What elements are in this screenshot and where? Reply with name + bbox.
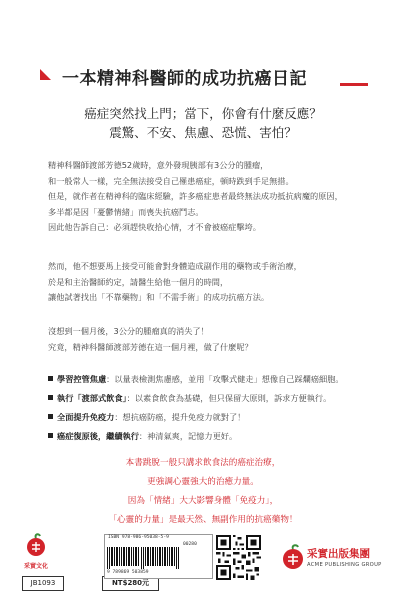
bullet-square-icon — [48, 433, 53, 438]
paragraph-line: 精神科醫師渡部芳德52歲時，意外發現胰部有3公分的腫瘤， — [48, 160, 269, 170]
red-note-line: 「心靈的力量」是最天然、無副作用的抗癌藥物！ — [108, 515, 298, 525]
bullet-text: ：神清氣爽，記憶力更好。 — [138, 431, 238, 441]
paragraph-line: 因此他告訴自己：必須趕快收拾心情，才不會被癌症擊垮。 — [48, 222, 261, 232]
bullet-label: 執行「渡部式飲食」 — [57, 393, 127, 403]
publisher-group-name: 采實出版集團 — [307, 548, 370, 560]
barcode-graphic — [107, 547, 180, 569]
paragraph-line: 但是，就作者在精神科的臨床經驗，許多癌症患者最終無法成功抵抗病魔的原因， — [48, 191, 343, 201]
qr-code — [216, 535, 261, 580]
hook-line-1: 癌症突然找上門；當下，你會有什麼反應？ — [84, 106, 322, 121]
headline-underline — [340, 83, 368, 86]
bullet-text: ：以量表檢測焦慮感，並用「攻擊式健走」想像自己踩爛癌細胞。 — [106, 374, 344, 384]
bullet-item — [48, 370, 378, 389]
bullet-item — [48, 427, 378, 446]
red-note — [0, 454, 406, 530]
paragraph-line: 然而，他不想要馬上接受可能會對身體造成副作用的藥物或手術治療， — [48, 261, 302, 271]
isbn-price-code: 00280 — [183, 542, 197, 547]
red-note-line: 更強調心靈強大的治癒力量。 — [147, 477, 259, 487]
publisher-group-name-en: ACME PUBLISHING GROUP — [307, 562, 382, 568]
paragraph-line: 讓他試著找出「不靠藥物」和「不需手術」的成功抗癌方法。 — [48, 292, 270, 302]
bullet-square-icon — [48, 414, 53, 419]
isbn-digits: 9 789869 503859 — [107, 570, 149, 575]
isbn-label: ISBN 978-986-95038-5-9 — [108, 535, 169, 540]
headline: 一本精神科醫師的成功抗癌日記 — [62, 69, 307, 89]
bullet-text: ：以素食飲食為基礎，但只保留大原則，訴求方便執行。 — [126, 393, 332, 403]
paragraph-line: 究竟，精神科醫師渡部芳德在這一個月裡，做了什麼呢？ — [48, 341, 253, 352]
paragraph-line: 於是和主治醫師約定，請醫生給他一個月的時間， — [48, 276, 229, 287]
red-note-line: 因為「情緒」大大影響身體「免疫力」， — [127, 496, 279, 506]
headline-triangle-mark — [40, 69, 51, 80]
publisher-name-small: 采實文化 — [24, 563, 49, 570]
bullet-text: ：想抗癌防癌，提升免疫力就對了！ — [114, 412, 246, 422]
bullet-label: 全面提升免疫力 — [57, 412, 115, 422]
paragraph-line: 沒想到一個月後，3公分的腫瘤真的消失了！ — [48, 326, 209, 336]
bullet-item — [48, 389, 378, 408]
paragraph-line: 和一般常人一樣，完全無法接受自己罹患癌症，頓時跌到手足無措。 — [48, 175, 294, 186]
price: NT$280元 — [102, 576, 159, 591]
bullet-item — [48, 408, 378, 427]
bullet-label: 癌症復原後，繼續執行 — [57, 431, 139, 441]
bullet-square-icon — [48, 376, 53, 381]
bullet-list — [48, 370, 378, 446]
hook-line-2: 震驚、不安、焦慮、恐慌、害怕？ — [109, 125, 297, 140]
publisher-group-logo — [281, 544, 305, 574]
paragraph-3 — [48, 324, 378, 355]
paragraph-2 — [48, 259, 378, 306]
series-code: JB1093 — [22, 576, 64, 591]
red-note-line: 本書跳脫一般只講求飲食法的癌症治療， — [125, 458, 281, 468]
bullet-square-icon — [48, 395, 53, 400]
paragraph-1 — [48, 158, 378, 236]
bullet-label: 學習控管焦慮 — [57, 374, 107, 384]
publisher-logo — [25, 533, 47, 561]
paragraph-line: 多半都是因「憂鬱情緒」而喪失抗癌鬥志。 — [48, 206, 204, 217]
